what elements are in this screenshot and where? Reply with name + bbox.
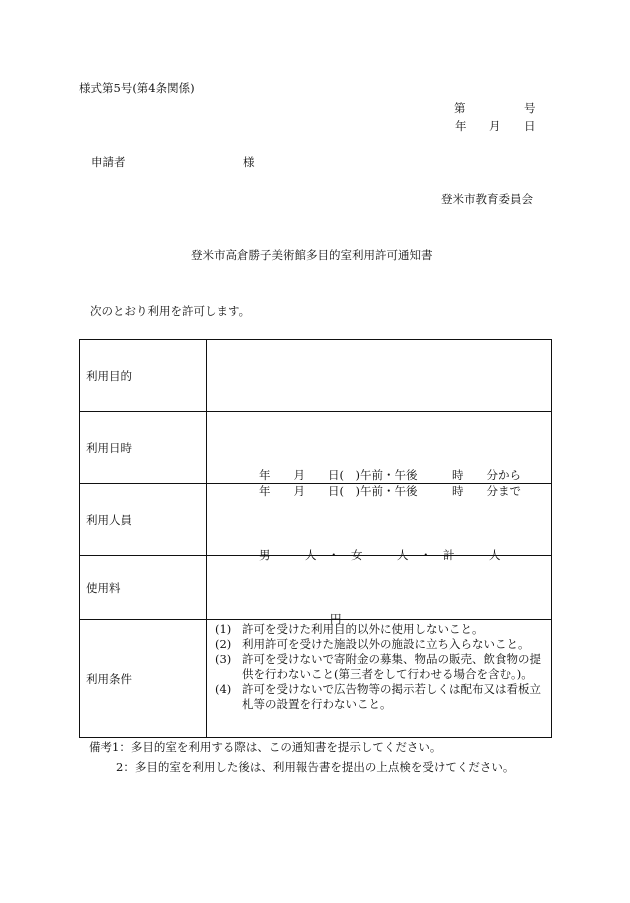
datetime-line-from: 年 月 日( )午前・午後 時 分から (259, 467, 521, 482)
condition-number: (1) (215, 622, 232, 636)
row-datetime (80, 412, 552, 484)
conditions-value (207, 620, 552, 738)
date-month: 月 (489, 119, 501, 133)
datetime-line-until: 年 月 日( )午前・午後 時 分まで (259, 483, 521, 498)
condition-text: 許可を受けないで寄附金の募集、物品の販売、飲食物の提供を行わないこと(第三者をして行わせる場合を含む。)。 (242, 652, 541, 681)
condition-number: (4) (215, 682, 232, 696)
date-day: 日 (524, 119, 536, 133)
issuer: 登米市教育委員会 (441, 192, 533, 206)
purpose-value (207, 340, 552, 412)
condition-number: (3) (215, 652, 232, 666)
number-prefix: 第 (454, 101, 466, 115)
row-conditions (80, 620, 552, 738)
purpose-label: 利用目的 (80, 340, 207, 412)
conditions-list (207, 620, 551, 712)
remark-1: 備考1：多目的室を利用する際は、この通知書を提示してください。 (89, 740, 442, 754)
conditions-label: 利用条件 (80, 620, 207, 738)
number-suffix: 号 (524, 101, 536, 115)
condition-item (215, 622, 547, 637)
applicant-label: 申請者 (91, 155, 126, 169)
form-number-label: 様式第5号(第4条関係) (79, 81, 195, 95)
people-breakdown: 男 人 ・ 女 人 ・ 計 人 (259, 547, 501, 562)
condition-text: 許可を受けないで広告物等の掲示若しくは配布又は看板立札等の設置を行わないこと。 (242, 682, 541, 711)
fee-label: 使用料 (80, 556, 207, 620)
row-fee (80, 556, 552, 620)
condition-number: (2) (215, 637, 232, 651)
condition-text: 利用許可を受けた施設以外の施設に立ち入らないこと。 (242, 637, 530, 651)
condition-item (215, 637, 547, 652)
row-purpose (80, 340, 552, 412)
fee-value (207, 556, 552, 626)
datetime-value (207, 412, 552, 498)
applicant-honorific: 様 (243, 155, 255, 169)
remark-2: 2：多目的室を利用した後は、利用報告書を提出の上点検を受けてください。 (116, 760, 515, 774)
intro-text: 次のとおり利用を許可します。 (90, 304, 251, 318)
permit-table (79, 339, 552, 738)
condition-item (215, 652, 547, 682)
date-year: 年 (455, 119, 467, 133)
fee-unit: 円 (330, 611, 342, 626)
datetime-label: 利用日時 (80, 412, 207, 484)
document-title: 登米市高倉勝子美術館多目的室利用許可通知書 (191, 248, 433, 262)
condition-text: 許可を受けた利用目的以外に使用しないこと。 (242, 622, 484, 636)
people-label: 利用人員 (80, 484, 207, 556)
condition-item (215, 682, 547, 712)
